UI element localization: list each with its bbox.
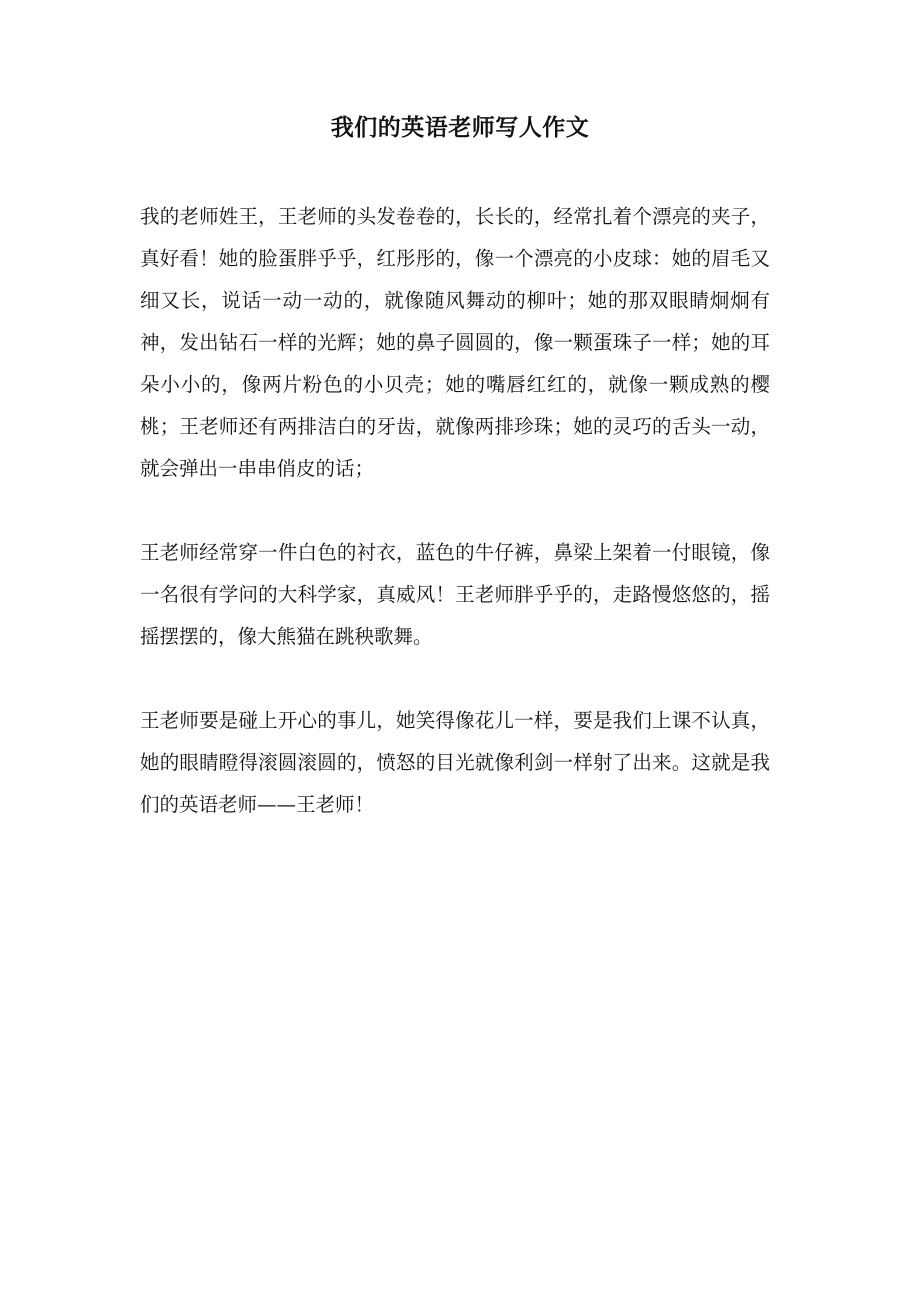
paragraph-3: 王老师要是碰上开心的事儿，她笑得像花儿一样，要是我们上课不认真，她的眼睛瞪得滚圆滚圆的，愤怒的目光就像利剑一样射了出来。这就是我们的英语老师——王老师！ [140,709,770,816]
paragraph-1: 我的老师姓王，王老师的头发卷卷的，长长的，经常扎着个漂亮的夹子，真好看！她的脸蛋胖乎乎，红彤彤的，像一个漂亮的小皮球：她的眉毛又细又长，说话一动一动的，就像随风舞动的柳叶；她的那双眼睛炯炯有神，发出钻石一样的光辉；她的鼻子圆圆的，像一颗蛋珠子一样；她的耳朵小小的，像两片粉色的小贝壳；她的嘴唇红红的，就像一颗成熟的樱桃；王老师还有两排洁白的牙齿，就像两排珍珠；她的灵巧的舌头一动，就会弹出一串串俏皮的话； [140,205,770,480]
paragraph-2: 王老师经常穿一件白色的衬衣，蓝色的牛仔裤，鼻梁上架着一付眼镜，像一名很有学问的大科学家，真威风！王老师胖乎乎的，走路慢悠悠的，摇摇摆摆的，像大熊猫在跳秧歌舞。 [140,541,770,648]
document-title: 我们的英语老师写人作文 [330,114,590,141]
